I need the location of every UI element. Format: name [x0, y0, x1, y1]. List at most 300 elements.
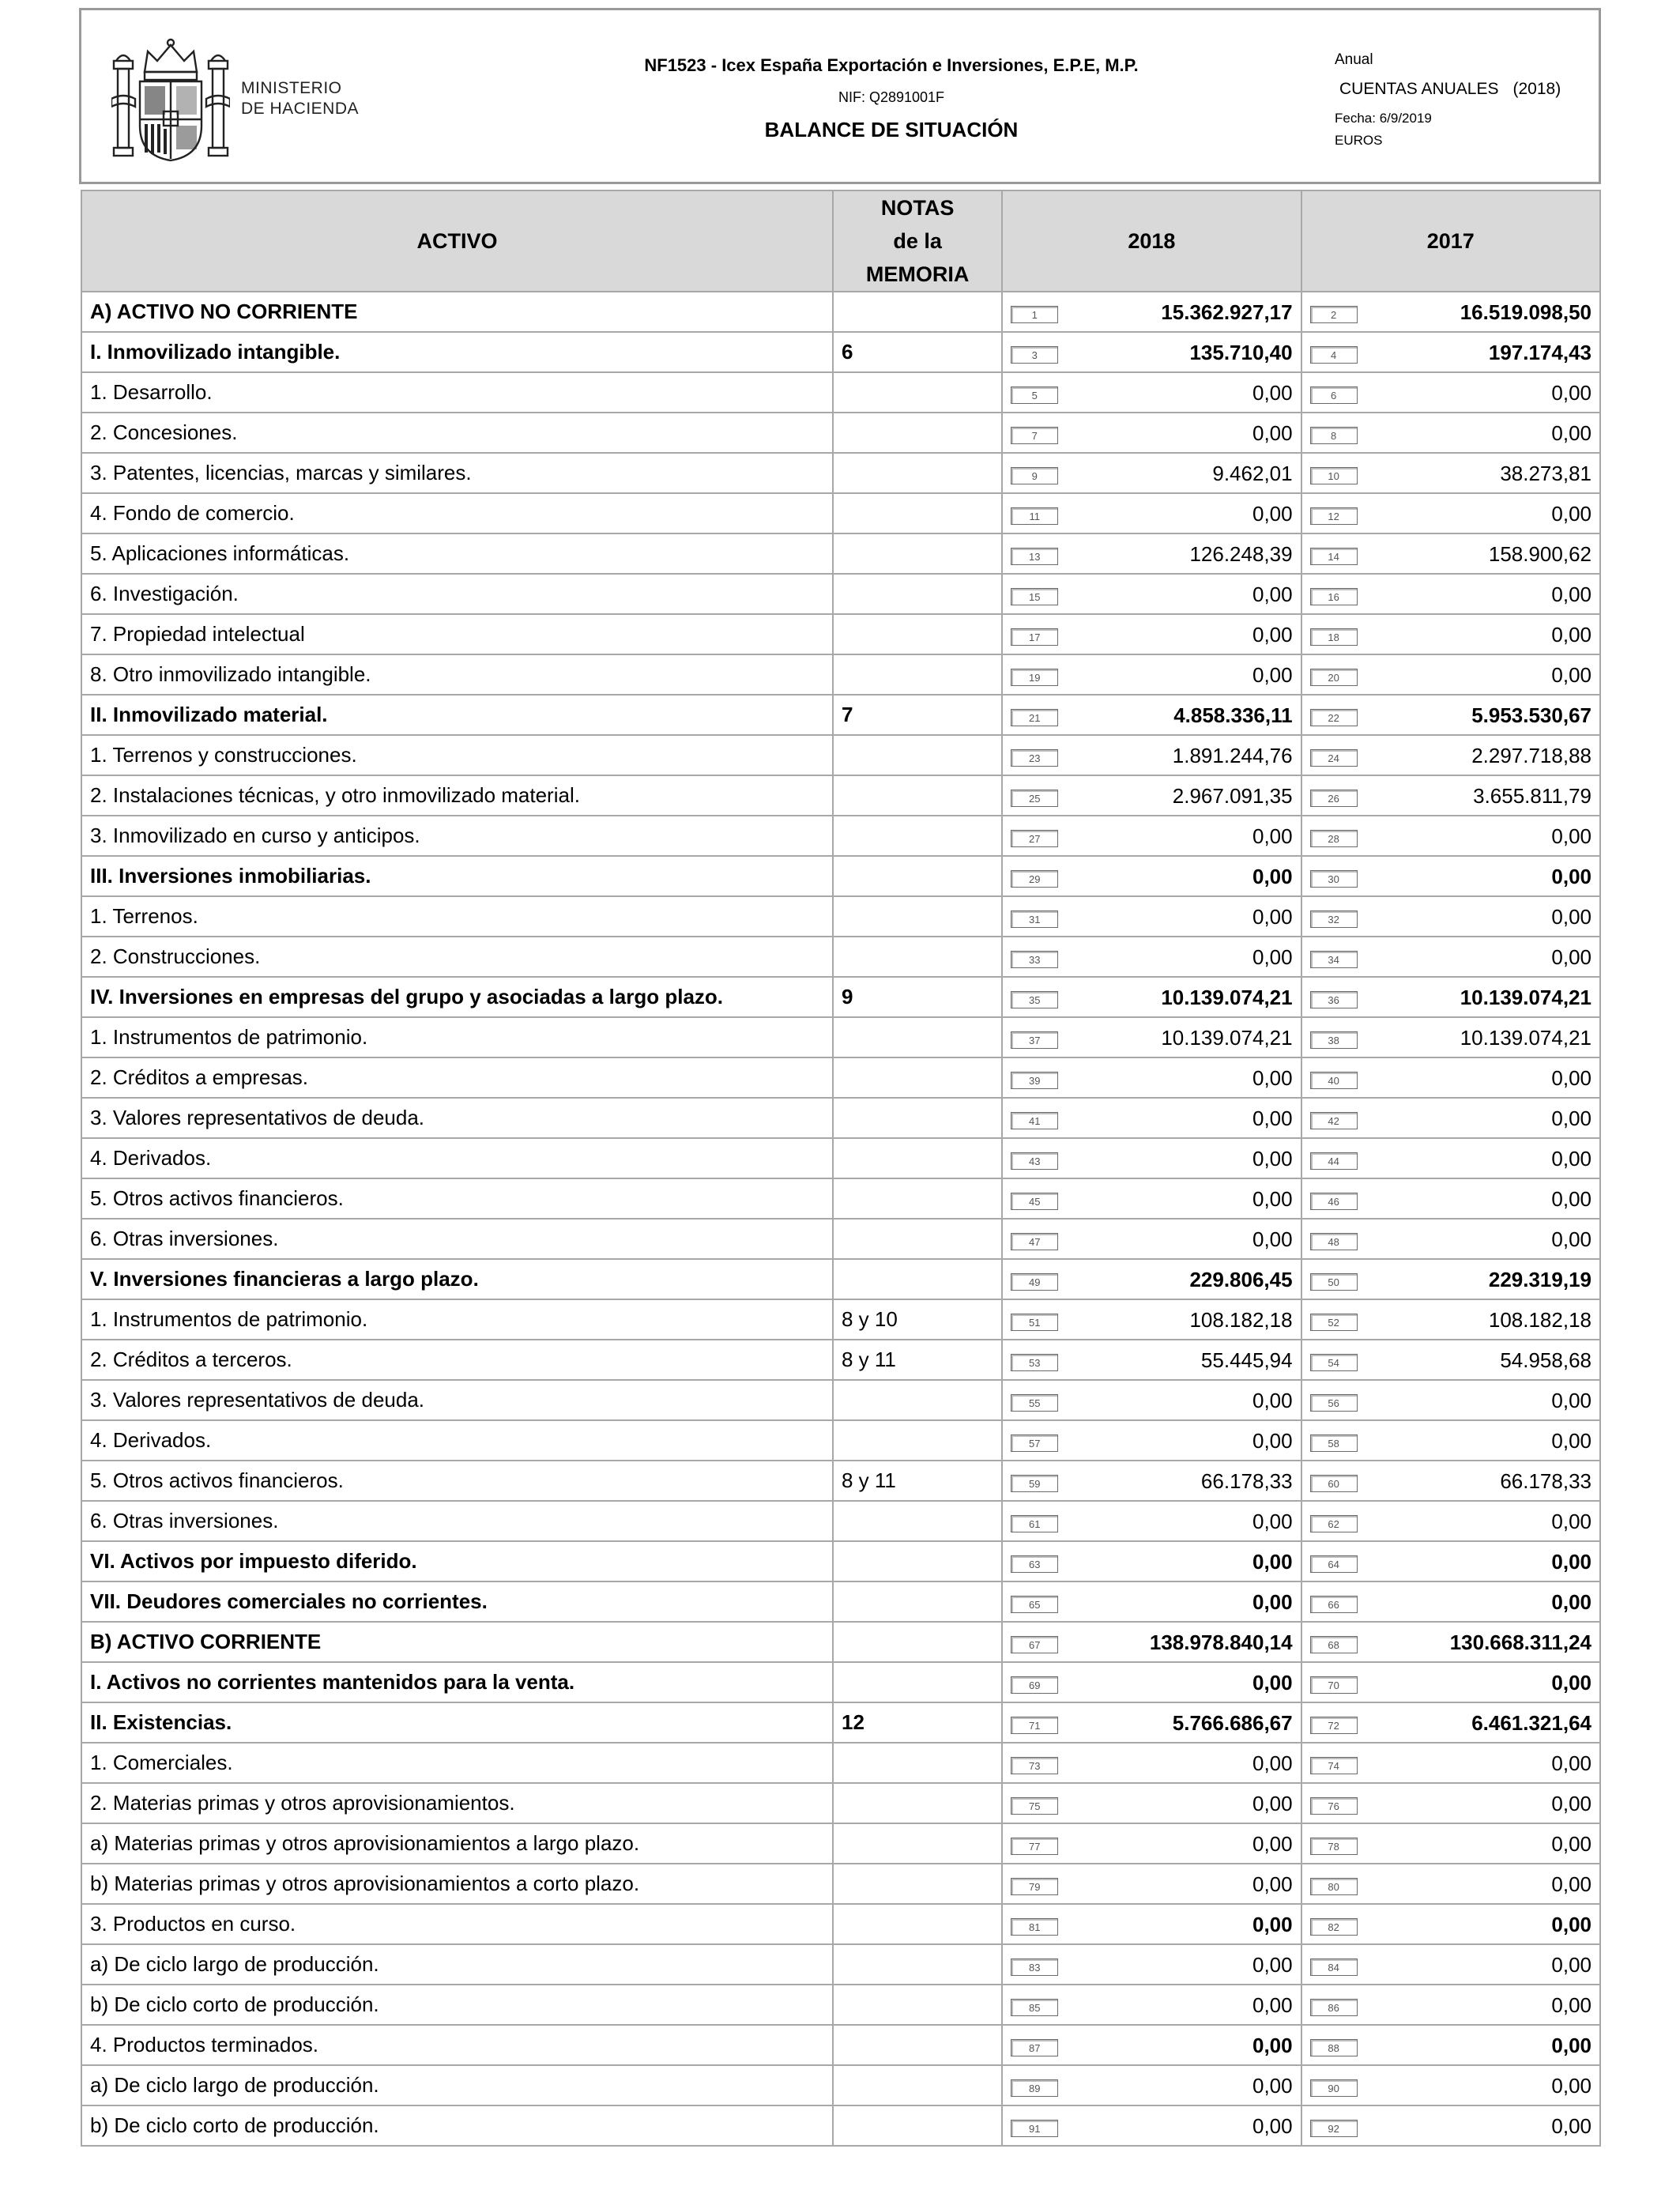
row-label: 5. Otros activos financieros. — [82, 1461, 832, 1500]
table-row — [82, 897, 1599, 936]
table-row — [82, 1824, 1599, 1863]
value-2018: 0,00 — [1252, 2034, 1293, 2057]
value-2018: 0,00 — [1252, 1389, 1293, 1412]
value-2018: 1.891.244,76 — [1172, 744, 1293, 767]
field-number-box: 77 — [1011, 1838, 1058, 1855]
value-2017: 54.958,68 — [1500, 1348, 1591, 1372]
row-label: VI. Activos por impuesto diferido. — [82, 1542, 832, 1581]
value-2018-cell — [1003, 1582, 1300, 1621]
row-notes — [834, 494, 1001, 533]
value-2017: 0,00 — [1551, 381, 1591, 405]
row-label: b) De ciclo corto de producción. — [82, 2106, 832, 2145]
field-number-box: 34 — [1310, 951, 1358, 968]
value-2018: 0,00 — [1252, 1671, 1293, 1695]
value-2018: 0,00 — [1252, 1953, 1293, 1977]
value-2017-cell — [1302, 1582, 1599, 1621]
row-notes — [834, 1663, 1001, 1702]
row-notes — [834, 2026, 1001, 2064]
table-row — [82, 1502, 1599, 1540]
value-2017: 0,00 — [1551, 1913, 1591, 1936]
value-2018: 0,00 — [1252, 1550, 1293, 1574]
field-number-box: 84 — [1310, 1958, 1358, 1976]
field-number-box: 70 — [1310, 1676, 1358, 1694]
field-number-box: 89 — [1011, 2079, 1058, 2097]
value-2018-cell — [1003, 413, 1300, 452]
value-2018: 0,00 — [1252, 1187, 1293, 1211]
field-number-box: 37 — [1011, 1031, 1058, 1049]
value-2017: 0,00 — [1551, 1187, 1591, 1211]
field-number-box: 36 — [1310, 991, 1358, 1008]
table-row — [82, 1260, 1599, 1299]
field-number-box: 38 — [1310, 1031, 1358, 1049]
table-row — [82, 816, 1599, 855]
value-2017-cell — [1302, 978, 1599, 1016]
value-2018-cell — [1003, 2066, 1300, 2105]
row-notes — [834, 1905, 1001, 1943]
value-2018: 2.967.091,35 — [1172, 784, 1293, 808]
row-label: 3. Productos en curso. — [82, 1905, 832, 1943]
value-2018-cell — [1003, 1784, 1300, 1823]
value-2017: 10.139.074,21 — [1460, 986, 1591, 1009]
row-notes — [834, 2106, 1001, 2145]
table-row — [82, 1220, 1599, 1258]
row-label: 6. Otras inversiones. — [82, 1220, 832, 1258]
value-2017: 0,00 — [1551, 1671, 1591, 1695]
value-2018: 126.248,39 — [1189, 542, 1293, 566]
field-number-box: 48 — [1310, 1233, 1358, 1250]
value-2017-cell — [1302, 816, 1599, 855]
report-type — [1339, 80, 1561, 99]
row-label: b) De ciclo corto de producción. — [82, 1985, 832, 2024]
table-body — [82, 292, 1599, 2145]
row-notes — [834, 1985, 1001, 2024]
row-notes — [834, 816, 1001, 855]
field-number-box: 56 — [1310, 1394, 1358, 1412]
field-number-box: 33 — [1011, 951, 1058, 968]
value-2017-cell — [1302, 1058, 1599, 1097]
value-2017: 0,00 — [1551, 502, 1591, 526]
value-2018-cell — [1003, 816, 1300, 855]
value-2017-cell — [1302, 2066, 1599, 2105]
row-notes — [834, 1784, 1001, 1823]
field-number-box: 88 — [1310, 2039, 1358, 2056]
row-label: II. Inmovilizado material. — [82, 696, 832, 734]
field-number-box: 13 — [1011, 548, 1058, 565]
report-year: (2018) — [1512, 80, 1561, 98]
row-notes — [834, 1018, 1001, 1057]
row-notes: 6 — [834, 333, 1001, 371]
table-row — [82, 1623, 1599, 1661]
row-label: V. Inversiones financieras a largo plazo. — [82, 1260, 832, 1299]
value-2018: 0,00 — [1252, 1913, 1293, 1936]
table-row — [82, 1905, 1599, 1943]
table-row — [82, 494, 1599, 533]
row-label: 1. Desarrollo. — [82, 373, 832, 412]
field-number-box: 19 — [1011, 669, 1058, 686]
value-2017-cell — [1302, 1784, 1599, 1823]
value-2018: 0,00 — [1252, 1066, 1293, 1090]
row-notes — [834, 615, 1001, 654]
value-2017-cell — [1302, 696, 1599, 734]
currency-label: EUROS — [1335, 133, 1383, 148]
field-number-box: 8 — [1310, 427, 1358, 444]
value-2017: 0,00 — [1551, 1872, 1591, 1896]
value-2018: 0,00 — [1252, 1227, 1293, 1251]
column-header-notas — [834, 191, 1001, 291]
value-2018-cell — [1003, 1461, 1300, 1500]
value-2017-cell — [1302, 2026, 1599, 2064]
field-number-box: 91 — [1011, 2120, 1058, 2137]
value-2018-cell — [1003, 333, 1300, 371]
value-2017: 0,00 — [1551, 1550, 1591, 1574]
row-label: 4. Fondo de comercio. — [82, 494, 832, 533]
field-number-box: 62 — [1310, 1515, 1358, 1532]
value-2018-cell — [1003, 1220, 1300, 1258]
row-notes: 9 — [834, 978, 1001, 1016]
field-number-box: 75 — [1011, 1797, 1058, 1815]
value-2018: 0,00 — [1252, 1147, 1293, 1171]
row-notes — [834, 534, 1001, 573]
entity-nif: NIF: Q2891001F — [838, 89, 945, 105]
row-label: a) Materias primas y otros aprovisionamientos a largo plazo. — [82, 1824, 832, 1863]
row-label: 1. Terrenos. — [82, 897, 832, 936]
row-notes — [834, 373, 1001, 412]
field-number-box: 49 — [1011, 1273, 1058, 1291]
value-2017-cell — [1302, 1502, 1599, 1540]
field-number-box: 47 — [1011, 1233, 1058, 1250]
value-2017-cell — [1302, 1018, 1599, 1057]
row-label: B) ACTIVO CORRIENTE — [82, 1623, 832, 1661]
field-number-box: 10 — [1310, 467, 1358, 484]
row-label: 2. Construcciones. — [82, 937, 832, 976]
value-2017-cell — [1302, 292, 1599, 331]
table-row — [82, 2066, 1599, 2105]
row-notes — [834, 655, 1001, 694]
field-number-box: 71 — [1011, 1717, 1058, 1734]
row-notes — [834, 1582, 1001, 1621]
report-date: Fecha: 6/9/2019 — [1335, 111, 1432, 126]
field-number-box: 30 — [1310, 870, 1358, 888]
row-label: 5. Aplicaciones informáticas. — [82, 534, 832, 573]
value-2017: 0,00 — [1551, 1066, 1591, 1090]
value-2018-cell — [1003, 1864, 1300, 1903]
field-number-box: 82 — [1310, 1918, 1358, 1936]
value-2018-cell — [1003, 857, 1300, 895]
value-2018: 0,00 — [1252, 1510, 1293, 1533]
value-2018: 108.182,18 — [1189, 1308, 1293, 1332]
value-2018-cell — [1003, 2106, 1300, 2145]
field-number-box: 69 — [1011, 1676, 1058, 1694]
value-2017-cell — [1302, 534, 1599, 573]
table-row — [82, 1058, 1599, 1097]
row-notes: 12 — [834, 1703, 1001, 1742]
value-2017: 0,00 — [1551, 865, 1591, 888]
value-2017-cell — [1302, 1985, 1599, 2024]
table-row — [82, 1744, 1599, 1782]
field-number-box: 78 — [1310, 1838, 1358, 1855]
table-row — [82, 2026, 1599, 2064]
row-notes — [834, 1864, 1001, 1903]
notas-line-3: MEMORIA — [865, 262, 970, 286]
row-notes — [834, 897, 1001, 936]
field-number-box: 25 — [1011, 790, 1058, 807]
field-number-box: 66 — [1310, 1596, 1358, 1613]
row-notes — [834, 1179, 1001, 1218]
value-2018: 0,00 — [1252, 623, 1293, 647]
field-number-box: 3 — [1011, 346, 1058, 364]
value-2017-cell — [1302, 1623, 1599, 1661]
value-2018: 5.766.686,67 — [1172, 1711, 1293, 1735]
value-2017-cell — [1302, 413, 1599, 452]
value-2017: 66.178,33 — [1500, 1469, 1591, 1493]
row-notes — [834, 1381, 1001, 1419]
value-2018: 0,00 — [1252, 1993, 1293, 2017]
field-number-box: 72 — [1310, 1717, 1358, 1734]
table-row — [82, 1582, 1599, 1621]
row-label: 8. Otro inmovilizado intangible. — [82, 655, 832, 694]
value-2018-cell — [1003, 575, 1300, 613]
field-number-box: 79 — [1011, 1878, 1058, 1895]
value-2017: 0,00 — [1551, 1953, 1591, 1977]
row-notes: 7 — [834, 696, 1001, 734]
report-name: CUENTAS ANUALES — [1339, 80, 1499, 98]
row-label: 1. Terrenos y construcciones. — [82, 736, 832, 775]
field-number-box: 58 — [1310, 1434, 1358, 1452]
value-2018: 0,00 — [1252, 824, 1293, 848]
row-notes — [834, 1945, 1001, 1984]
field-number-box: 27 — [1011, 830, 1058, 847]
table-row — [82, 857, 1599, 895]
value-2018-cell — [1003, 655, 1300, 694]
table-row — [82, 1542, 1599, 1581]
column-header-activo: ACTIVO — [82, 191, 832, 291]
value-2018: 10.139.074,21 — [1161, 1026, 1293, 1050]
value-2018-cell — [1003, 1905, 1300, 1943]
value-2018: 9.462,01 — [1212, 462, 1293, 485]
row-label: 4. Derivados. — [82, 1139, 832, 1178]
value-2018: 0,00 — [1252, 945, 1293, 969]
value-2017: 0,00 — [1551, 2114, 1591, 2138]
field-number-box: 52 — [1310, 1314, 1358, 1331]
value-2017: 6.461.321,64 — [1471, 1711, 1591, 1735]
ministry-line-2: DE HACIENDA — [241, 100, 360, 118]
value-2018-cell — [1003, 1139, 1300, 1178]
value-2018-cell — [1003, 1623, 1300, 1661]
field-number-box: 18 — [1310, 628, 1358, 646]
value-2017-cell — [1302, 1864, 1599, 1903]
value-2018: 66.178,33 — [1200, 1469, 1293, 1493]
field-number-box: 21 — [1011, 709, 1058, 726]
value-2018-cell — [1003, 937, 1300, 976]
value-2017-cell — [1302, 1461, 1599, 1500]
value-2017: 0,00 — [1551, 1993, 1591, 2017]
row-label: 1. Comerciales. — [82, 1744, 832, 1782]
row-notes — [834, 413, 1001, 452]
value-2018-cell — [1003, 1824, 1300, 1863]
field-number-box: 11 — [1011, 507, 1058, 525]
field-number-box: 15 — [1011, 588, 1058, 605]
ministry-name — [241, 78, 359, 119]
field-number-box: 12 — [1310, 507, 1358, 525]
spanish-coat-of-arms-icon — [111, 37, 230, 164]
value-2017-cell — [1302, 857, 1599, 895]
value-2017: 0,00 — [1551, 945, 1591, 969]
row-label: A) ACTIVO NO CORRIENTE — [82, 292, 832, 331]
table-row — [82, 1864, 1599, 1903]
table-row — [82, 615, 1599, 654]
row-notes — [834, 736, 1001, 775]
value-2018: 15.362.927,17 — [1161, 300, 1293, 324]
row-label: 1. Instrumentos de patrimonio. — [82, 1300, 832, 1339]
field-number-box: 16 — [1310, 588, 1358, 605]
field-number-box: 31 — [1011, 910, 1058, 928]
value-2017: 0,00 — [1551, 905, 1591, 929]
value-2017: 0,00 — [1551, 623, 1591, 647]
row-label: III. Inversiones inmobiliarias. — [82, 857, 832, 895]
value-2018-cell — [1003, 736, 1300, 775]
value-2018-cell — [1003, 897, 1300, 936]
table-row — [82, 413, 1599, 452]
value-2017: 0,00 — [1551, 1792, 1591, 1815]
value-2017-cell — [1302, 1220, 1599, 1258]
value-2018: 0,00 — [1252, 1590, 1293, 1614]
field-number-box: 43 — [1011, 1152, 1058, 1170]
row-label: I. Activos no corrientes mantenidos para la venta. — [82, 1663, 832, 1702]
value-2017: 0,00 — [1551, 421, 1591, 445]
balance-sheet-table — [81, 190, 1601, 2147]
value-2017-cell — [1302, 1945, 1599, 1984]
field-number-box: 9 — [1011, 467, 1058, 484]
field-number-box: 2 — [1310, 306, 1358, 323]
value-2017: 0,00 — [1551, 1832, 1591, 1856]
field-number-box: 54 — [1310, 1354, 1358, 1371]
value-2018-cell — [1003, 776, 1300, 815]
field-number-box: 81 — [1011, 1918, 1058, 1936]
table-row — [82, 1139, 1599, 1178]
row-notes — [834, 776, 1001, 815]
row-label: 4. Derivados. — [82, 1421, 832, 1460]
value-2018: 0,00 — [1252, 905, 1293, 929]
value-2018-cell — [1003, 1945, 1300, 1984]
value-2017-cell — [1302, 736, 1599, 775]
value-2017-cell — [1302, 615, 1599, 654]
row-notes — [834, 454, 1001, 492]
value-2017-cell — [1302, 454, 1599, 492]
value-2018: 0,00 — [1252, 865, 1293, 888]
field-number-box: 29 — [1011, 870, 1058, 888]
row-notes: 8 y 11 — [834, 1461, 1001, 1500]
field-number-box: 1 — [1011, 306, 1058, 323]
row-label: 3. Valores representativos de deuda. — [82, 1381, 832, 1419]
table-row — [82, 1099, 1599, 1137]
value-2017-cell — [1302, 1824, 1599, 1863]
row-label: IV. Inversiones en empresas del grupo y asociadas a largo plazo. — [82, 978, 832, 1016]
field-number-box: 67 — [1011, 1636, 1058, 1653]
table-row — [82, 373, 1599, 412]
value-2018-cell — [1003, 373, 1300, 412]
value-2018: 0,00 — [1252, 582, 1293, 606]
value-2018-cell — [1003, 1260, 1300, 1299]
value-2018-cell — [1003, 1502, 1300, 1540]
table-row — [82, 696, 1599, 734]
field-number-box: 6 — [1310, 386, 1358, 404]
row-label: 3. Inmovilizado en curso y anticipos. — [82, 816, 832, 855]
field-number-box: 85 — [1011, 1999, 1058, 2016]
table-row — [82, 655, 1599, 694]
value-2018-cell — [1003, 1542, 1300, 1581]
row-label: a) De ciclo largo de producción. — [82, 2066, 832, 2105]
row-label: b) Materias primas y otros aprovisionamientos a corto plazo. — [82, 1864, 832, 1903]
value-2018-cell — [1003, 1663, 1300, 1702]
value-2017: 130.668.311,24 — [1449, 1630, 1591, 1654]
value-2017: 229.319,19 — [1488, 1268, 1591, 1291]
row-notes: 8 y 10 — [834, 1300, 1001, 1339]
field-number-box: 61 — [1011, 1515, 1058, 1532]
row-label: 6. Otras inversiones. — [82, 1502, 832, 1540]
field-number-box: 51 — [1011, 1314, 1058, 1331]
row-label: a) De ciclo largo de producción. — [82, 1945, 832, 1984]
value-2017: 2.297.718,88 — [1471, 744, 1591, 767]
value-2018: 10.139.074,21 — [1161, 986, 1293, 1009]
value-2017: 0,00 — [1551, 1590, 1591, 1614]
row-label: 4. Productos terminados. — [82, 2026, 832, 2064]
row-notes — [834, 575, 1001, 613]
notas-line-1: NOTAS — [880, 196, 955, 220]
field-number-box: 83 — [1011, 1958, 1058, 1976]
value-2017: 0,00 — [1551, 2074, 1591, 2098]
table-row — [82, 1663, 1599, 1702]
value-2017: 0,00 — [1551, 1147, 1591, 1171]
table-row — [82, 1985, 1599, 2024]
value-2018-cell — [1003, 454, 1300, 492]
value-2018: 0,00 — [1252, 1792, 1293, 1815]
field-number-box: 7 — [1011, 427, 1058, 444]
report-header — [79, 8, 1601, 184]
field-number-box: 90 — [1310, 2079, 1358, 2097]
table-header-row — [82, 191, 1599, 291]
value-2017: 10.139.074,21 — [1460, 1026, 1591, 1050]
field-number-box: 44 — [1310, 1152, 1358, 1170]
value-2017-cell — [1302, 1663, 1599, 1702]
row-label: I. Inmovilizado intangible. — [82, 333, 832, 371]
row-notes — [834, 1824, 1001, 1863]
value-2017-cell — [1302, 1421, 1599, 1460]
value-2017: 16.519.098,50 — [1460, 300, 1591, 324]
value-2018: 0,00 — [1252, 663, 1293, 687]
field-number-box: 26 — [1310, 790, 1358, 807]
value-2017-cell — [1302, 494, 1599, 533]
value-2018-cell — [1003, 615, 1300, 654]
table-row — [82, 937, 1599, 976]
value-2017: 0,00 — [1551, 663, 1591, 687]
value-2018-cell — [1003, 696, 1300, 734]
row-notes: 8 y 11 — [834, 1340, 1001, 1379]
value-2018: 0,00 — [1252, 381, 1293, 405]
value-2017-cell — [1302, 1099, 1599, 1137]
value-2017-cell — [1302, 1381, 1599, 1419]
value-2018-cell — [1003, 2026, 1300, 2064]
field-number-box: 40 — [1310, 1072, 1358, 1089]
field-number-box: 23 — [1011, 749, 1058, 767]
value-2017: 0,00 — [1551, 582, 1591, 606]
field-number-box: 41 — [1011, 1112, 1058, 1129]
row-label: 2. Instalaciones técnicas, y otro inmovilizado material. — [82, 776, 832, 815]
value-2017-cell — [1302, 333, 1599, 371]
row-notes — [834, 1139, 1001, 1178]
row-label: 1. Instrumentos de patrimonio. — [82, 1018, 832, 1057]
value-2017: 5.953.530,67 — [1471, 703, 1591, 727]
table-row — [82, 454, 1599, 492]
